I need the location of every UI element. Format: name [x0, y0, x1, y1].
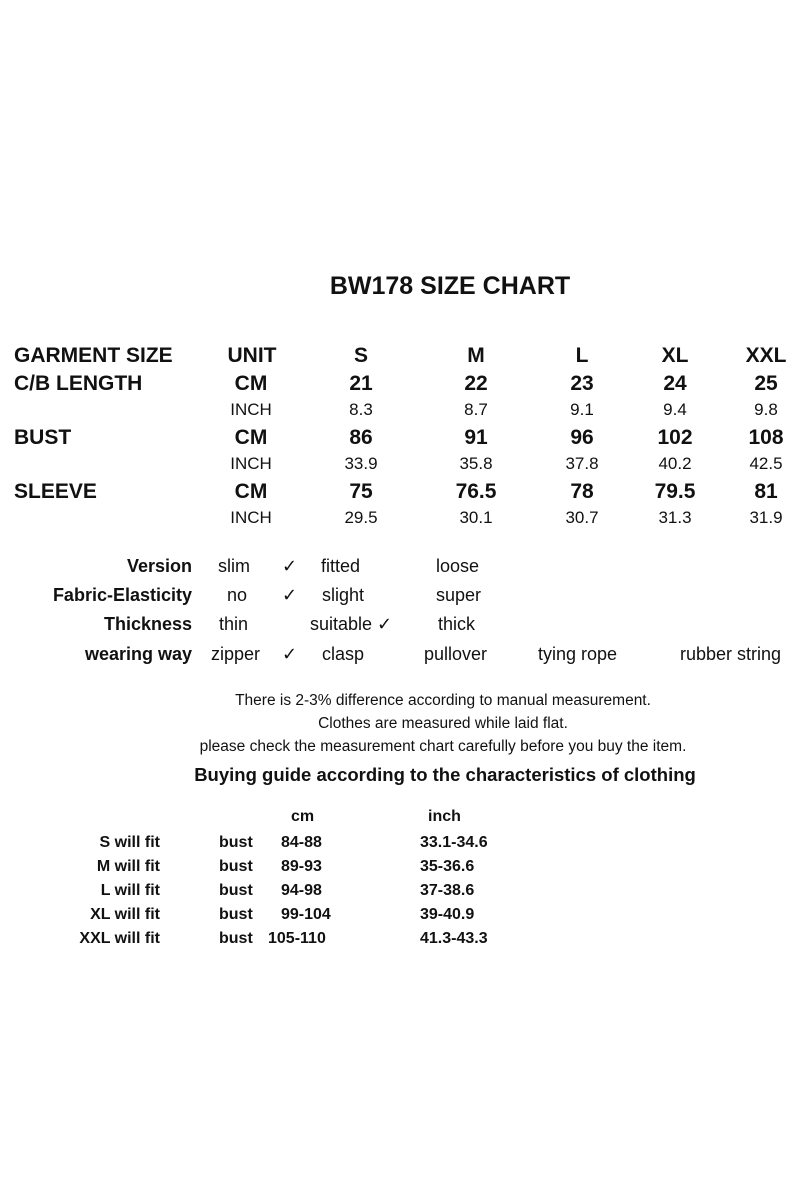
cell-inch: 8.3	[349, 400, 373, 419]
cell-inch: 29.5	[344, 508, 378, 527]
cell-cm: 23	[570, 372, 594, 395]
attr-label-thickness: Thickness	[103, 614, 192, 634]
guide-inch: 39-40.9	[420, 906, 475, 923]
buying-guide-title: Buying guide according to the characteristics of clothing	[194, 764, 696, 785]
cell-cm: 86	[349, 426, 373, 449]
guide-part: bust	[219, 882, 253, 899]
cell-cm: 96	[570, 426, 594, 449]
attr-label-wearing-way: wearing way	[84, 644, 192, 664]
cell-cm: 78	[570, 480, 594, 503]
attr-option: rubber string	[680, 644, 782, 664]
note-line: please check the measurement chart carefully before you buy the item.	[199, 738, 687, 755]
size-header-s: S	[353, 344, 369, 367]
unit-cm: CM	[234, 426, 268, 449]
cell-inch: 40.2	[658, 454, 692, 473]
check-mark-icon: ✓	[282, 585, 298, 605]
cell-inch: 33.9	[344, 454, 378, 473]
attr-option: loose	[436, 556, 480, 576]
cell-inch: 35.8	[459, 454, 493, 473]
cell-cm: 25	[754, 372, 778, 395]
chart-title: BW178 SIZE CHART	[329, 272, 571, 300]
cell-inch: 30.7	[565, 508, 599, 527]
size-header-m: M	[467, 344, 485, 367]
guide-cm: 89-93	[281, 858, 322, 875]
guide-col-cm: cm	[291, 808, 315, 825]
check-mark-icon: ✓	[282, 644, 298, 664]
unit-cm: CM	[234, 480, 268, 503]
cell-cm: 102	[657, 426, 693, 449]
unit-inch: INCH	[230, 400, 272, 419]
attr-option: super	[436, 585, 482, 605]
attr-option: no	[227, 585, 248, 605]
guide-size: S will fit	[99, 834, 160, 851]
note-line: There is 2-3% difference according to manual measurement.	[235, 692, 651, 709]
guide-size: M will fit	[96, 858, 160, 875]
attr-option: clasp	[322, 644, 365, 664]
unit-cm: CM	[234, 372, 268, 395]
cell-inch: 30.1	[459, 508, 493, 527]
cell-cm: 22	[464, 372, 488, 395]
garment-size-header: GARMENT SIZE	[14, 344, 173, 367]
attr-option: zipper	[211, 644, 261, 664]
cell-cm: 81	[754, 480, 778, 503]
guide-cm: 99-104	[281, 906, 331, 923]
note-line: Clothes are measured while laid flat.	[318, 715, 568, 732]
attr-option: fitted	[321, 556, 361, 576]
guide-inch: 41.3-43.3	[420, 930, 488, 947]
row-label-cb-length: C/B LENGTH	[14, 372, 143, 395]
guide-inch: 37-38.6	[420, 882, 475, 899]
guide-size: XXL will fit	[79, 930, 160, 947]
row-label-sleeve: SLEEVE	[14, 480, 97, 503]
attr-label-version: Version	[126, 556, 192, 576]
attr-option: pullover	[424, 644, 488, 664]
guide-part: bust	[219, 930, 253, 947]
guide-cm: 84-88	[281, 834, 322, 851]
cell-inch: 8.7	[464, 400, 488, 419]
cell-inch: 31.9	[749, 508, 783, 527]
guide-part: bust	[219, 906, 253, 923]
guide-size: XL will fit	[90, 906, 160, 923]
check-mark-icon: ✓	[282, 556, 298, 576]
attr-label-fabric-elasticity: Fabric-Elasticity	[52, 585, 192, 605]
attr-option: thin	[219, 614, 249, 634]
cell-inch: 31.3	[658, 508, 692, 527]
guide-size: L will fit	[100, 882, 160, 899]
guide-inch: 35-36.6	[420, 858, 475, 875]
unit-header: UNIT	[227, 344, 277, 367]
cell-inch: 9.8	[754, 400, 778, 419]
unit-inch: INCH	[230, 454, 272, 473]
cell-cm: 24	[663, 372, 687, 395]
guide-part: bust	[219, 858, 253, 875]
row-label-bust: BUST	[14, 426, 72, 449]
cell-cm: 108	[748, 426, 784, 449]
guide-part: bust	[219, 834, 253, 851]
size-header-xxl: XXL	[745, 344, 787, 367]
cell-cm: 79.5	[654, 480, 696, 503]
attr-option: tying rope	[538, 644, 618, 664]
cell-inch: 37.8	[565, 454, 599, 473]
attr-option: slight	[322, 585, 365, 605]
cell-cm: 76.5	[455, 480, 497, 503]
guide-cm: 105-110	[268, 930, 326, 947]
cell-inch: 9.4	[663, 400, 687, 419]
attr-option: suitable ✓	[310, 614, 393, 634]
size-header-xl: XL	[661, 344, 689, 367]
cell-inch: 9.1	[570, 400, 594, 419]
attr-option: thick	[438, 614, 476, 634]
attr-option: slim	[218, 556, 250, 576]
cell-inch: 42.5	[749, 454, 783, 473]
cell-cm: 75	[349, 480, 373, 503]
guide-inch: 33.1-34.6	[420, 834, 488, 851]
cell-cm: 21	[349, 372, 373, 395]
cell-cm: 91	[464, 426, 488, 449]
guide-col-inch: inch	[428, 808, 461, 825]
size-header-l: L	[575, 344, 589, 367]
unit-inch: INCH	[230, 508, 272, 527]
guide-cm: 94-98	[281, 882, 322, 899]
